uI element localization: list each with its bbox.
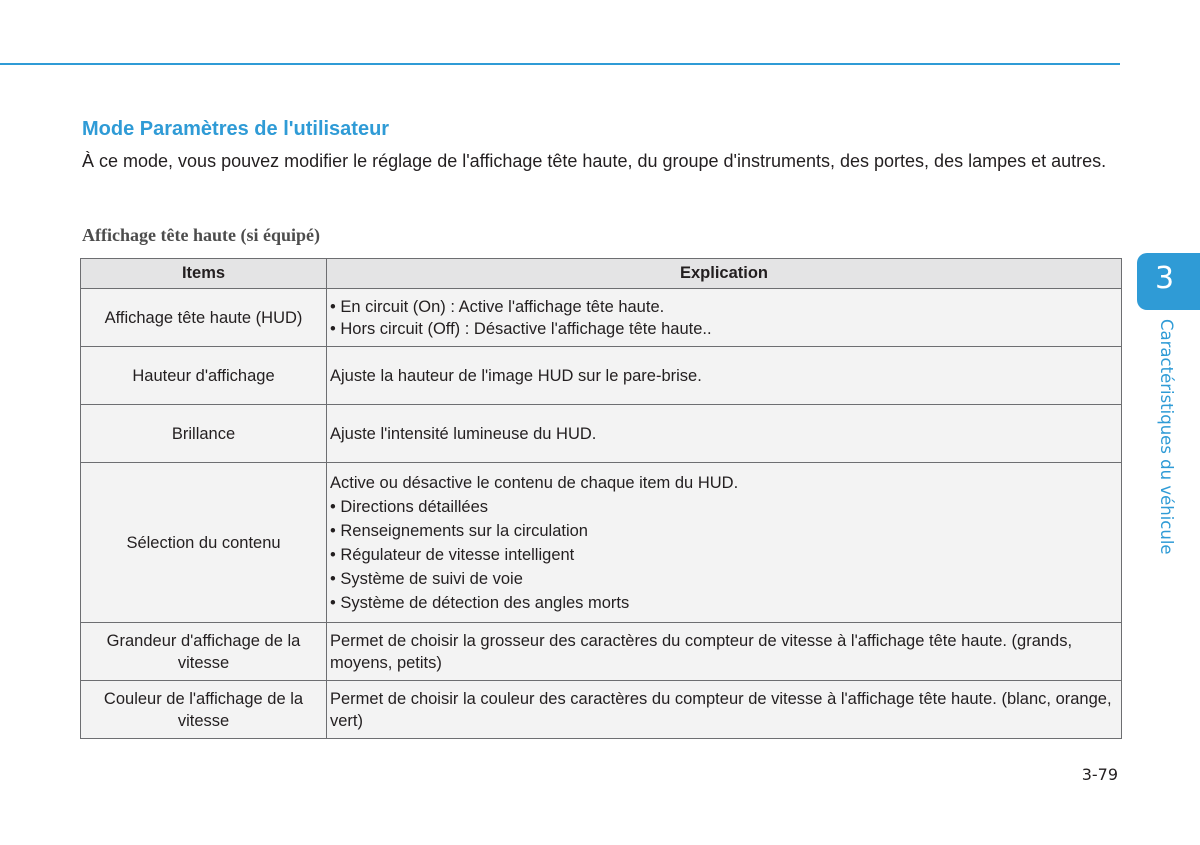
explication-line: • En circuit (On) : Active l'affichage tête haute. <box>330 297 665 316</box>
explication-line: • Hors circuit (Off) : Désactive l'affichage tête haute.. <box>330 319 712 338</box>
section-title: Mode Paramètres de l'utilisateur <box>82 118 390 140</box>
subsection-title: Affichage tête haute (si équipé) <box>82 225 320 245</box>
table-header-row <box>81 259 1122 289</box>
explication-cell <box>327 347 1122 405</box>
explication-line: • Renseignements sur la circulation <box>330 521 588 540</box>
explication-line: • Régulateur de vitesse intelligent <box>330 545 575 564</box>
explication-cell: Permet de choisir la grosseur des caractères du compteur de vitesse à l'affichage tête haute. (grands, moyens, petits) <box>327 623 1122 681</box>
table-row <box>81 681 1122 739</box>
header-explication: Explication <box>327 259 1122 289</box>
explication-line: • Directions détaillées <box>330 497 489 516</box>
page-number: 3-79 <box>1081 765 1118 784</box>
header-items: Items <box>81 259 327 289</box>
item-cell: Grandeur d'affichage de la vitesse <box>81 623 327 681</box>
explication-line: • Système de suivi de voie <box>330 569 523 588</box>
intro-paragraph: À ce mode, vous pouvez modifier le réglage de l'affichage tête haute, du groupe d'instruments, des portes, des lampes et autres. <box>82 151 1107 171</box>
chapter-tab <box>1137 253 1200 310</box>
table-row <box>81 289 1122 347</box>
item-cell: Brillance <box>81 405 327 463</box>
explication-cell <box>327 289 1122 347</box>
explication-line: Ajuste la hauteur de l'image HUD sur le pare-brise. <box>330 366 702 385</box>
explication-line: Active ou désactive le contenu de chaque item du HUD. <box>330 473 739 492</box>
table-row <box>81 463 1122 623</box>
chapter-label: Caractéristiques du véhicule <box>1157 319 1176 555</box>
explication-cell <box>327 405 1122 463</box>
chapter-number: 3 <box>1154 261 1175 296</box>
explication-line: Ajuste l'intensité lumineuse du HUD. <box>330 424 597 443</box>
top-divider <box>0 63 1120 65</box>
explication-line: • Système de détection des angles morts <box>330 593 630 612</box>
item-cell: Couleur de l'affichage de la vitesse <box>81 681 327 739</box>
item-cell: Hauteur d'affichage <box>81 347 327 405</box>
explication-cell: Permet de choisir la couleur des caractères du compteur de vitesse à l'affichage tête haute. (blanc, orange, vert) <box>327 681 1122 739</box>
explication-cell <box>327 463 1122 623</box>
table-row <box>81 623 1122 681</box>
table-row <box>81 347 1122 405</box>
item-cell: Sélection du contenu <box>81 463 327 623</box>
table-row <box>81 405 1122 463</box>
hud-settings-table <box>80 258 1122 739</box>
item-cell: Affichage tête haute (HUD) <box>81 289 327 347</box>
